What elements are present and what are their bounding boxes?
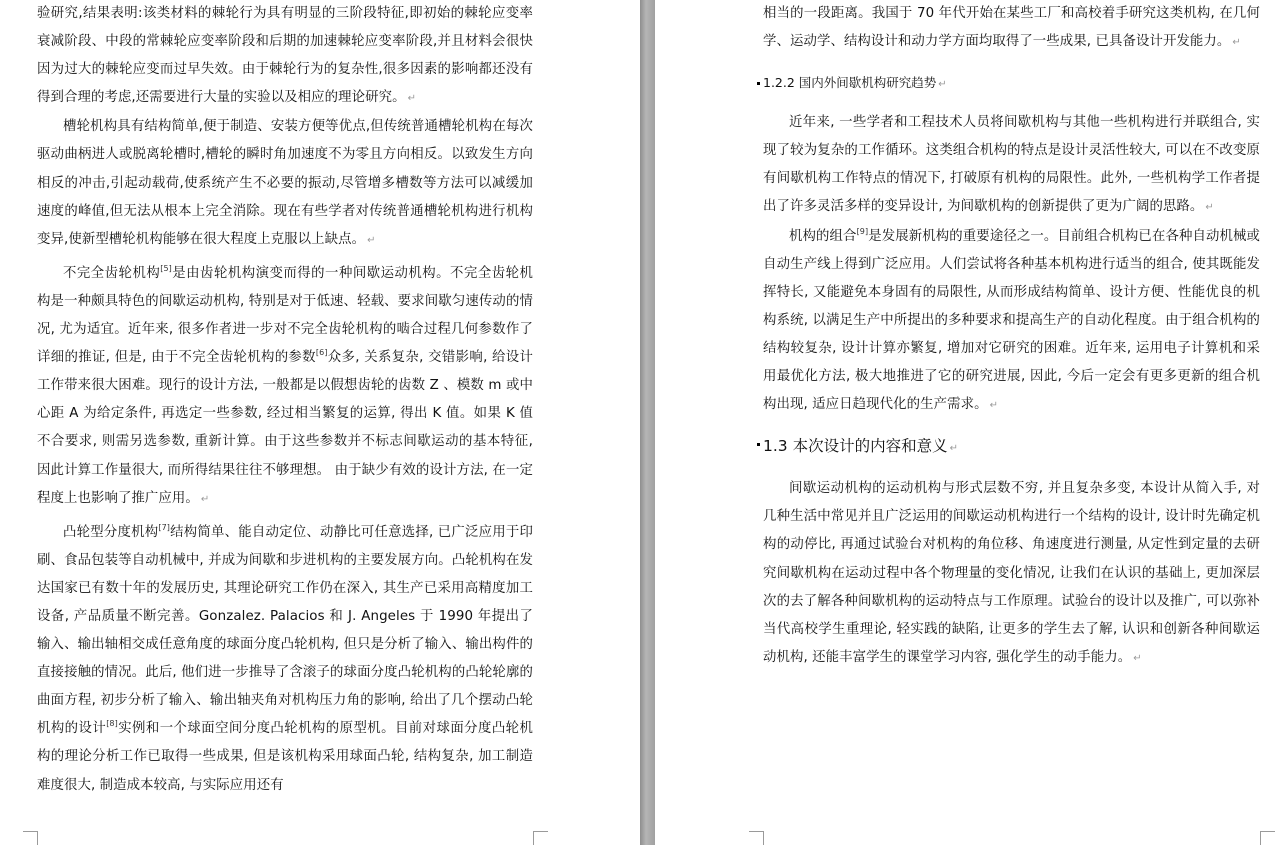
paragraph-incomplete-gear[interactable]: 不完全齿轮机构[5]是由齿轮机构演变而得的一种间歇运动机构。不完全齿轮机构是一种颇具特色的间歇运动机构, 特别是对于低速、轻载、要求间歇匀速传动的情况, 尤为适宜。近年来, 很多作者进一步对不完全齿轮机构的啮合过程几何参数作了详细的推证, 但是, 由于不完全齿轮机构的参数[6]众多, 关系复杂, 交错影响, 给设计工作带来很大困难。现行的设计方法, 一般都是以假想齿轮的齿数 Z 、模数 m 或中心距 A 为给定条件, 再选定一些参数, 经过相当繁复的运算, 得出 K 值。如果 K 值不合要求, 则需另选参数, 重新计算。由于这些参数并不标志间歇运动的基本特征, 因此计算工作量很大, 而所得结果往往不够理想。 由于缺少有效的设计方法, 在一定程度上也影响了推广应用。 ↵	[37, 263, 533, 506]
paragraph-mark: ↵	[200, 493, 210, 505]
citation-ref[interactable]: [8]	[106, 719, 118, 729]
paragraph-mark: ↵	[938, 79, 947, 91]
paragraph-ratcheting-study[interactable]: 验研究,结果表明:该类材料的棘轮行为具有明显的三阶段特征,即初始的棘轮应变率衰减阶段、中段的常棘轮应变率阶段和后期的加速棘轮应变率阶段,并且材料会很快因为过大的棘轮应变而过早失效。由于棘轮行为的复杂性,很多因素的影响都还没有得到合理的考虑,还需要进行大量的实验以及相应的理论研究。 ↵	[37, 6, 533, 106]
page-text-column	[37, 0, 533, 800]
paragraph-combination-trend[interactable]: 近年来, 一些学者和工程技术人员将间歇机构与其他一些机构进行并联组合, 实现了较为复杂的工作循环。这类组合机构的特点是设计灵活性较大, 可以在不改变原有间歇机构工作特点的情况下, 打破原有机构的局限性。此外, 一些机构学工作者提出了许多灵活多样的变异设计, 为间歇机构的创新提供了更为广阔的思路。 ↵	[763, 115, 1260, 215]
paragraph-mark: ↵	[407, 93, 417, 105]
page-gutter	[640, 0, 655, 845]
paragraph-mark: ↵	[1133, 652, 1142, 664]
crop-mark	[23, 831, 38, 845]
paragraph-cam-indexing[interactable]: 凸轮型分度机构[7]结构简单、能自动定位、动静比可任意选择, 已广泛应用于印刷、食品包装等自动机械中, 并成为间歇和步进机构的主要发展方向。凸轮机构在发达国家已有数十年的发展历史, 其理论研究工作仍在深入, 其生产已采用高精度加工设备, 产品质量不断完善。Gonzalez. Palacios 和 J. Angeles 于 1990 年提出了输入、输出轴相交成任意角度的球面分度凸轮机构, 但只是分析了输入、输出构件的直接接触的情况。此后, 他们进一步推导了含滚子的球面分度凸轮机构的凸轮轮廓的曲面方程, 初步分析了输入、输出轴夹角对机构压力角的影响, 给出了几个摆动凸轮机构的设计[8]实例和一个球面空间分度凸轮机构的原型机。目前对球面分度凸轮机构的理论分析工作已取得一些成果, 但是该机构采用球面凸轮, 结构复杂, 加工制造难度很大, 制造成本较高, 与实际应用还有	[37, 522, 534, 793]
citation-ref[interactable]: [6]	[315, 348, 328, 358]
paragraph-design-content[interactable]: 间歇运动机构的运动机构与形式层数不穷, 并且复杂多变, 本设计从简入手, 对几种生活中常见并且广泛运用的间歇运动机构进行一个结构的设计, 设计时先确定机构的动停比, 再通过试验台对机构的角位移、角速度进行测量, 从定性到定量的去研究间歇机构在运动过程中各个物理量的变化情况, 让我们在认识的基础上, 更加深层次的去了解各种间歇机构的运动特点与工作原理。试验台的设计以及推广, 可以弥补当代高校学生重理论, 轻实践的缺陷, 让更多的学生去了解, 认识和创新各种间歇运动机构, 还能丰富学生的课堂学习内容, 强化学生的动手能力。 ↵	[763, 481, 1260, 665]
paragraph-mark: ↵	[989, 400, 999, 412]
document-page-right[interactable]	[655, 0, 1277, 845]
heading-bullet	[757, 443, 760, 446]
heading-1-3[interactable]: 1.3 本次设计的内容和意义 ↵	[763, 434, 1260, 461]
crop-mark	[749, 831, 764, 845]
paragraph-mark: ↵	[1232, 37, 1241, 49]
paragraph-mark: ↵	[949, 443, 958, 455]
crop-mark	[1260, 831, 1275, 845]
paragraph-mark: ↵	[1205, 202, 1214, 214]
page-text-column	[763, 0, 1260, 673]
heading-1-2-2[interactable]: 1.2.2 国内外间歇机构研究趋势 ↵	[763, 73, 1260, 95]
paragraph-domestic-research[interactable]: 相当的一段距离。我国于 70 年代开始在某些工厂和高校着手研究这类机构, 在几何学、运动学、结构设计和动力学方面均取得了一些成果, 已具备设计开发能力。 ↵	[763, 6, 1260, 50]
paragraph-mark: ↵	[367, 234, 376, 246]
citation-ref[interactable]: [7]	[158, 522, 170, 532]
crop-mark	[533, 831, 548, 845]
paragraph-geneva-mechanism[interactable]: 槽轮机构具有结构简单,便于制造、安装方便等优点,但传统普通槽轮机构在每次驱动曲柄进人或脱离轮槽时,槽轮的瞬时角加速度不为零且方向相反。以致发生方向相反的冲击,引起动载荷,使系统产生不必要的振动,尽管增多槽数等方法可以减缓加速度的峰值,但无法从根本上完全消除。现在有些学者对传统普通槽轮机构进行机构变异,使新型槽轮机构能够在很大程度上克服以上缺点。 ↵	[37, 119, 533, 247]
heading-bullet	[757, 82, 760, 85]
paragraph-mechanism-combination[interactable]: 机构的组合[9]是发展新机构的重要途径之一。目前组合机构已在各种自动机械或自动生产线上得到广泛应用。人们尝试将各种基本机构进行适当的组合, 使其既能发挥特长, 又能避免本身固有的局限性, 从而形成结构简单、设计方便、性能优良的机构系统, 以满足生产中所提出的多种要求和提高生产的自动化程度。由于组合机构的结构较复杂, 设计计算亦繁复, 增加对它研究的困难。近年来, 运用电子计算机和采用最优化方法, 极大地推进了它的研究进展, 因此, 今后一定会有更多更新的组合机构出现, 适应日趋现代化的生产需求。 ↵	[763, 226, 1261, 413]
citation-ref[interactable]: [9]	[856, 226, 869, 236]
citation-ref[interactable]: [5]	[160, 263, 172, 273]
